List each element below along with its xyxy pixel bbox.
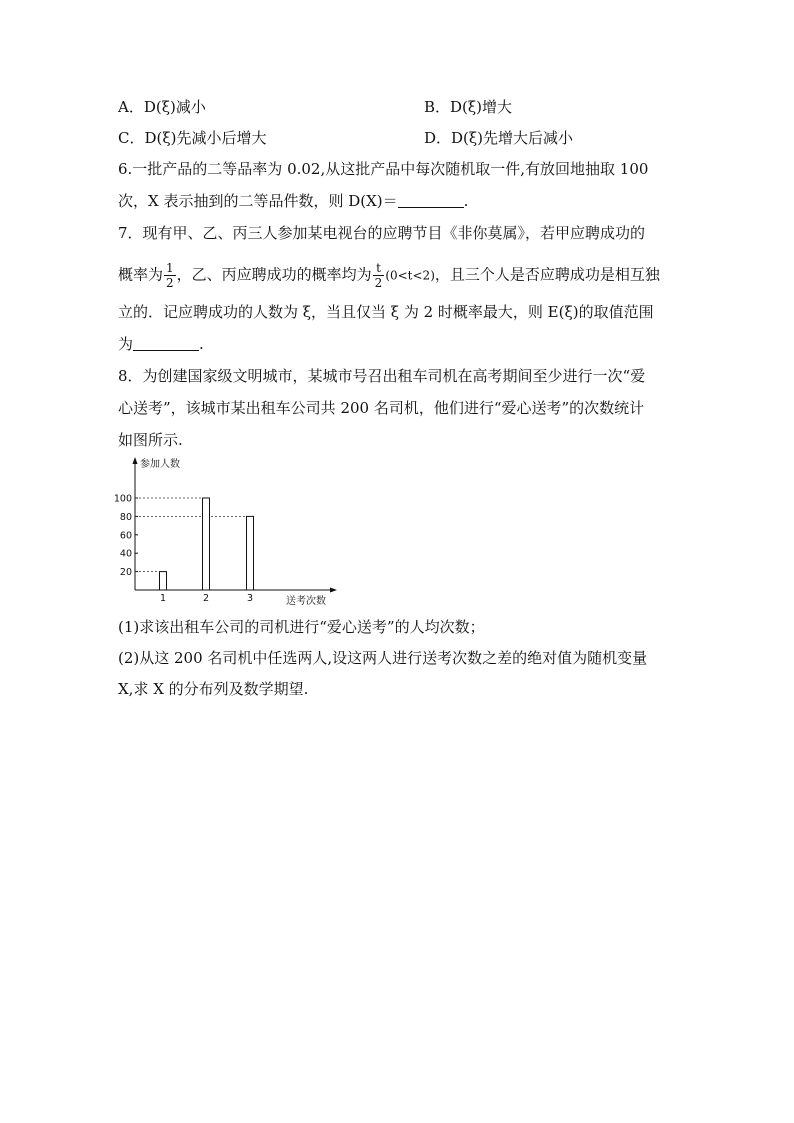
q7-line2 xyxy=(118,262,660,289)
y-tick-label: 20 xyxy=(119,567,132,579)
x-tick-label: 3 xyxy=(246,593,254,604)
q7-frac1-den: 2 xyxy=(166,276,174,290)
x-tick-label: 1 xyxy=(159,593,167,604)
option-b: B．D(ξ)增大 xyxy=(424,98,513,116)
x-axis-label: 送考次数 xyxy=(286,596,326,607)
y-axis xyxy=(133,457,138,590)
q8-sub2-line2: X,求 X 的分布列及数学期望. xyxy=(118,680,309,698)
q7-line4-suffix: . xyxy=(199,335,204,353)
q7-line2-a: 概率为 xyxy=(118,265,164,284)
bar-1 xyxy=(160,572,167,590)
q6-answer-blank xyxy=(398,191,464,208)
y-tick-label: 60 xyxy=(119,530,132,542)
q6-line2-prefix: 次，X 表示抽到的二等品件数，则 D(X)＝ xyxy=(118,192,398,210)
y-tick-labels xyxy=(114,494,138,579)
bar-chart xyxy=(113,455,343,607)
q7-fraction-1 xyxy=(164,262,176,289)
option-d: D．D(ξ)先增大后减小 xyxy=(424,129,574,147)
bar-2 xyxy=(203,498,210,590)
q7-answer-blank xyxy=(133,334,199,351)
q7-line2-b: ，乙、丙应聘成功的概率均为 xyxy=(176,265,372,284)
q8-line2: 心送考”，该城市某出租车公司共 200 名司机，他们进行“爱心送考”的次数统计 xyxy=(118,399,645,417)
option-a: A．D(ξ)减小 xyxy=(118,98,206,116)
y-tick-label: 100 xyxy=(113,493,132,505)
x-tick-labels xyxy=(160,593,253,604)
y-tick-label: 80 xyxy=(119,511,132,523)
q7-frac2-den: 2 xyxy=(374,276,383,290)
q7-fraction-2 xyxy=(373,262,385,289)
x-tick-label: 2 xyxy=(202,593,210,604)
option-c: C．D(ξ)先减小后增大 xyxy=(118,129,267,147)
q8-line3: 如图所示. xyxy=(118,431,183,449)
bar-3 xyxy=(247,516,254,590)
q6-line2-suffix: . xyxy=(463,192,469,210)
q8-sub1: (1)求该出租车公司的司机进行“爱心送考”的人均次数； xyxy=(118,618,485,636)
q7-frac2-num: t xyxy=(376,261,381,275)
q7-line3: 立的．记应聘成功的人数为 ξ，当且仅当 ξ 为 2 时概率最大，则 E(ξ)的取值范围 xyxy=(118,303,654,321)
q7-frac1-num: 1 xyxy=(166,261,174,275)
guide-lines xyxy=(135,498,247,572)
q8-sub2-line1: (2)从这 200 名司机中任选两人,设这两人进行送考次数之差的绝对值为随机变量 xyxy=(118,649,648,667)
q6-line1: 6.一批产品的二等品率为 0.02,从这批产品中每次随机取一件,有放回地抽取 100 xyxy=(118,160,649,178)
q8-line1: 8．为创建国家级文明城市，某城市号召出租车司机在高考期间至少进行一次“爱 xyxy=(118,367,646,385)
y-axis-label: 参加人数 xyxy=(140,459,180,470)
q7-line1: 7．现有甲、乙、丙三人参加某电视台的应聘节目《非你莫属》，若甲应聘成功的 xyxy=(118,224,646,242)
q7-line2-c: ，且三个人是否应聘成功是相互独 xyxy=(434,265,660,284)
q7-line4 xyxy=(118,333,204,355)
bars xyxy=(160,498,254,590)
q7-condition: (0<t<2) xyxy=(385,268,435,283)
q6-line2 xyxy=(118,190,468,212)
q7-line4-prefix: 为 xyxy=(118,335,134,353)
y-tick-label: 40 xyxy=(119,548,132,560)
